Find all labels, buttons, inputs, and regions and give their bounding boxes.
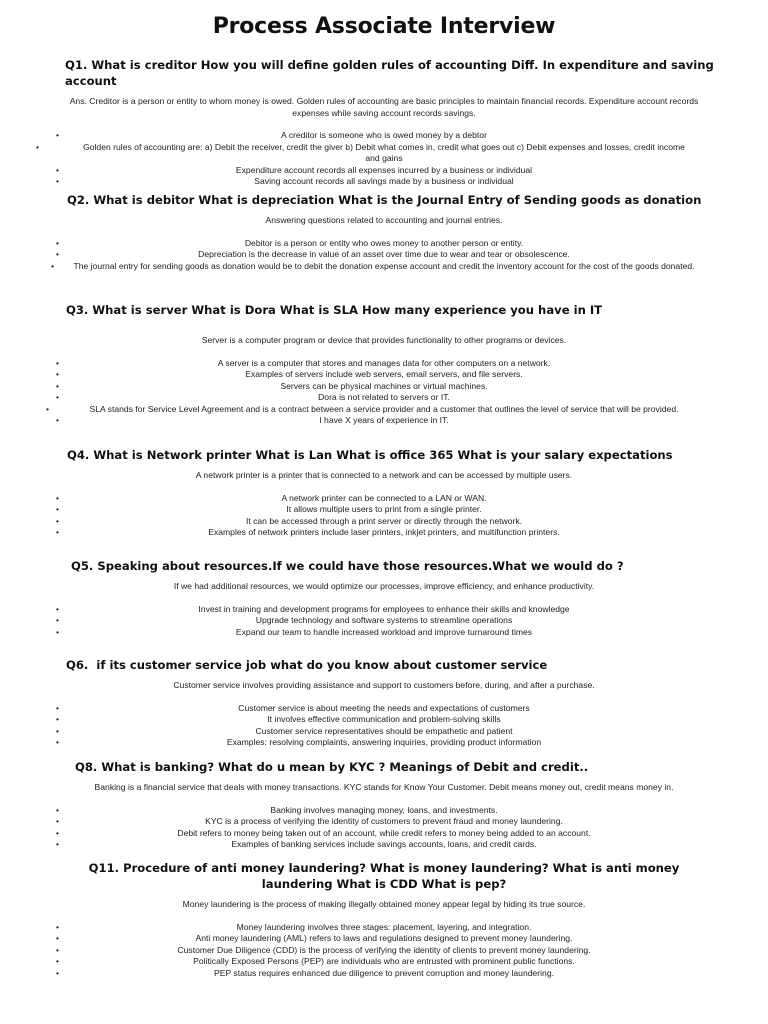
bullet-icon: • [56, 380, 60, 391]
bullet-icon: • [56, 492, 60, 503]
list-item: • Dora is not related to servers or IT. [56, 392, 450, 402]
bullet-icon: • [56, 249, 60, 259]
list-item: • KYC is a process of verifying the identity of customers to prevent fraud and money laundering. [56, 816, 563, 826]
list-item: • The journal entry for sending goods as donation would be to debit the donation expense account and credit the inventory account for the cost of the goods donated. [51, 260, 695, 271]
bullet-icon: • [56, 603, 60, 614]
bullet-icon: • [56, 827, 60, 838]
bullet-icon: • [56, 392, 60, 402]
list-item: • SLA stands for Service Level Agreement and is a contract between a service provider and a customer that outlines the level of service that will be provided. [46, 403, 679, 414]
bullet-icon: • [56, 816, 60, 826]
bullet-icon: • [56, 626, 60, 637]
section-q8 [0, 759, 768, 851]
bullet-list [0, 703, 768, 749]
section-q3 [0, 302, 768, 427]
bullet-icon: • [56, 615, 60, 625]
question-heading: Q11. Procedure of anti money laundering? What is money laundering? What is anti money laundering What is CDD What is pep? [88, 861, 680, 891]
section-q11 [0, 860, 768, 979]
bullet-icon: • [56, 737, 60, 747]
list-item: • A creditor is someone who is owed money by a debtor [56, 130, 487, 140]
bullet-icon: • [51, 260, 55, 271]
answer-summary: Banking is a financial service that deals with money transactions. KYC stands for Know Your Customer. Debit means money out, credit means money in. [94, 782, 674, 792]
list-item: • Expenditure account records all expenses incurred by a business or individual [56, 164, 533, 175]
answer-summary: Customer service involves providing assistance and support to customers before, during, and after a purchase. [173, 680, 595, 690]
bullet-icon: • [56, 725, 60, 736]
answer-summary: A network printer is a printer that is connected to a network and can be accessed by multiple users. [195, 470, 573, 480]
bullet-icon: • [56, 504, 60, 514]
question-heading: Q8. What is banking? What do u mean by KYC ? Meanings of Debit and credit.. [75, 760, 589, 774]
bullet-icon: • [56, 944, 60, 955]
list-item: • Money laundering involves three stages: placement, layering, and integration. [56, 921, 532, 932]
answer-summary: Answering questions related to accounting and journal entries. [265, 215, 503, 225]
question-heading: Q2. What is debitor What is depreciation What is the Journal Entry of Sending goods as donation [67, 193, 702, 207]
bullet-icon: • [36, 141, 40, 152]
bullet-icon: • [56, 237, 60, 248]
section-q2 [0, 192, 768, 272]
bullet-icon: • [56, 515, 60, 526]
question-heading: Q3. What is server What is Dora What is SLA How many experience you have in IT [66, 303, 603, 317]
section-q1 [0, 57, 768, 188]
bullet-list [0, 604, 768, 639]
bullet-icon: • [56, 921, 60, 932]
section-q6 [0, 657, 768, 749]
bullet-list [0, 805, 768, 851]
list-item: • I have X years of experience in IT. [56, 415, 449, 425]
list-item: • Examples: resolving complaints, answering inquiries, providing product information [56, 737, 542, 747]
bullet-list [0, 358, 768, 427]
section-q4 [0, 447, 768, 539]
list-item: • Anti money laundering (AML) refers to laws and regulations designed to prevent money laundering. [56, 933, 573, 943]
bullet-icon: • [56, 804, 60, 815]
bullet-icon: • [56, 967, 60, 978]
question-heading: Q4. What is Network printer What is Lan What is office 365 What is your salary expectations [67, 448, 673, 462]
list-item: • Servers can be physical machines or virtual machines. [56, 380, 488, 391]
bullet-icon: • [56, 130, 60, 140]
list-item: • Golden rules of accounting are: a) Debit the receiver, credit the giver b) Debit what comes in, credit what goes out c) Debit expenses and losses, credit income and gains [36, 141, 685, 163]
bullet-icon: • [56, 369, 60, 379]
list-item: • It can be accessed through a print server or directly through the network. [56, 515, 523, 526]
list-item: • Customer service is about meeting the needs and expectations of customers [56, 702, 530, 713]
bullet-icon: • [56, 702, 60, 713]
question-heading: Q5. Speaking about resources.If we could have those resources.What we would do ? [71, 559, 624, 573]
list-item: • Customer Due Diligence (CDD) is the process of verifying the identity of clients to prevent money laundering. [56, 944, 591, 955]
list-item: • Debitor is a person or entity who owes money to another person or entity. [56, 237, 524, 248]
list-item: • PEP status requires enhanced due diligence to prevent corruption and money laundering. [56, 967, 554, 978]
bullet-icon: • [56, 164, 60, 175]
list-item: • It allows multiple users to print from a single printer. [56, 504, 482, 514]
bullet-list [0, 130, 768, 188]
section-q5 [0, 558, 768, 638]
list-item: • A server is a computer that stores and manages data for other computers on a network. [56, 357, 551, 368]
list-item: • Saving account records all savings made by a business or individual [56, 176, 514, 186]
question-heading: Q1. What is creditor How you will define golden rules of accounting Diff. In expenditure and saving account [65, 58, 714, 88]
answer-summary: If we had additional resources, we would optimize our processes, improve efficiency, and enhance productivity. [173, 581, 595, 591]
list-item: • Politically Exposed Persons (PEP) are individuals who are entrusted with prominent public functions. [56, 956, 575, 966]
list-item: • A network printer can be connected to a LAN or WAN. [56, 492, 487, 503]
bullet-icon: • [46, 403, 50, 414]
list-item: • Examples of network printers include laser printers, inkjet printers, and multifunction printers. [56, 527, 560, 537]
list-item: • Examples of banking services include savings accounts, loans, and credit cards. [56, 839, 537, 849]
bullet-icon: • [56, 839, 60, 849]
bullet-icon: • [56, 714, 60, 724]
answer-summary: Ans. Creditor is a person or entity to whom money is owed. Golden rules of accounting are basic principles to maintain financial records. Expenditure account records expenses while saving account records savings. [69, 96, 699, 118]
bullet-icon: • [56, 357, 60, 368]
bullet-icon: • [56, 527, 60, 537]
list-item: • Upgrade technology and software systems to streamline operations [56, 615, 513, 625]
bullet-list [0, 922, 768, 980]
bullet-list [0, 238, 768, 273]
list-item: • Depreciation is the decrease in value of an asset over time due to wear and tear or obsolescence. [56, 249, 570, 259]
page-title: Process Associate Interview [212, 14, 556, 39]
answer-summary: Server is a computer program or device that provides functionality to other programs or devices. [201, 335, 567, 345]
bullet-list [0, 493, 768, 539]
bullet-icon: • [56, 933, 60, 943]
list-item: • Banking involves managing money, loans, and investments. [56, 804, 498, 815]
bullet-icon: • [56, 415, 60, 425]
bullet-icon: • [56, 176, 60, 186]
list-item: • Examples of servers include web servers, email servers, and file servers. [56, 369, 523, 379]
list-item: • Customer service representatives should be empathetic and patient [56, 725, 513, 736]
bullet-icon: • [56, 956, 60, 966]
list-item: • Expand our team to handle increased workload and improve turnaround times [56, 626, 533, 637]
list-item: • It involves effective communication and problem-solving skills [56, 714, 501, 724]
list-item: • Debit refers to money being taken out of an account, while credit refers to money being added to an account. [56, 827, 591, 838]
question-heading: Q6. if its customer service job what do you know about customer service [66, 658, 548, 672]
answer-summary: Money laundering is the process of making illegally obtained money appear legal by hiding its true source. [182, 899, 586, 909]
list-item: • Invest in training and development programs for employees to enhance their skills and knowledge [56, 603, 570, 614]
